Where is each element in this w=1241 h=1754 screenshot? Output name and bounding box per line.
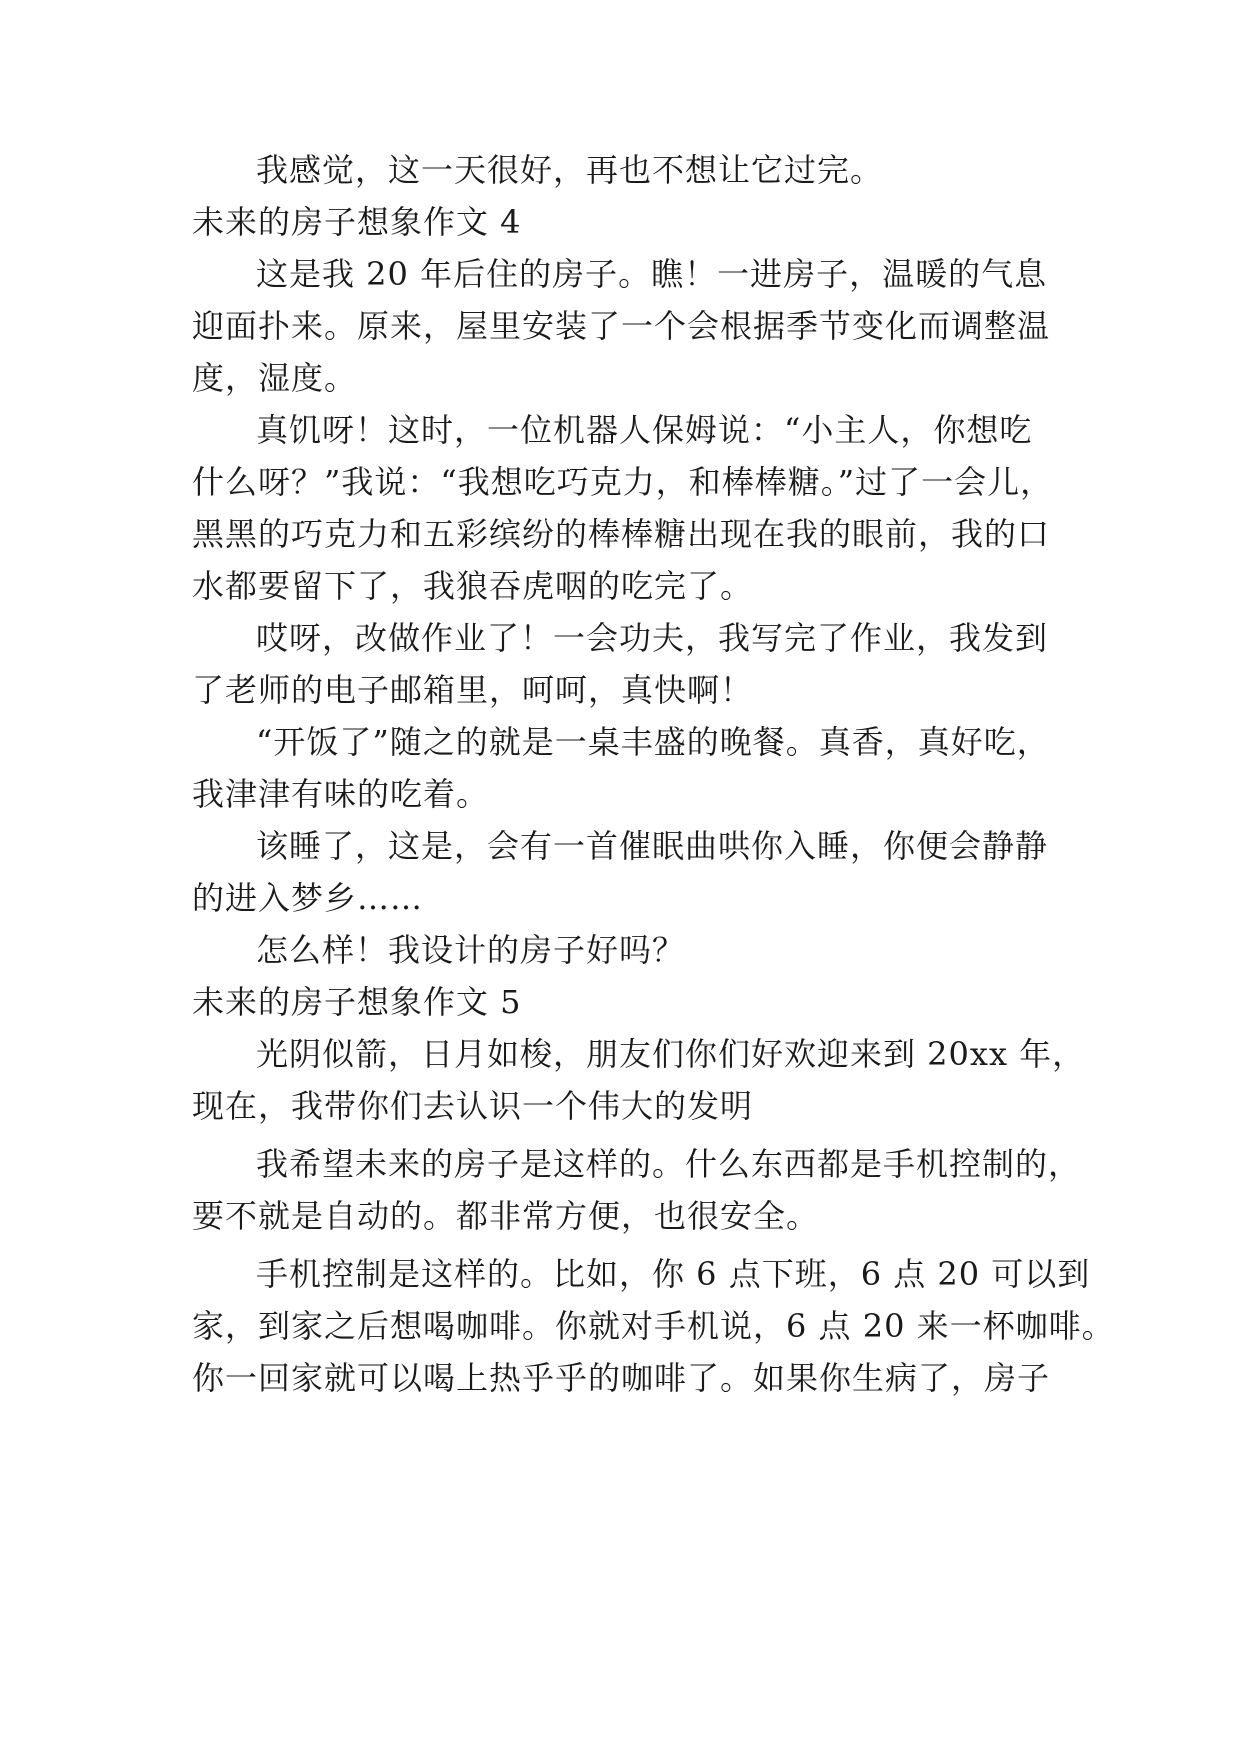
section-heading: 未来的房子想象作文 4	[192, 203, 522, 241]
paragraph-line: 你一回家就可以喝上热乎乎的咖啡了。如果你生病了，房子	[192, 1359, 1051, 1397]
paragraph-line: 的进入梦乡……	[192, 879, 424, 917]
paragraph-line: 怎么样！我设计的房子好吗？	[256, 931, 686, 969]
paragraph-line: 我希望未来的房子是这样的。什么东西都是手机控制的，	[256, 1145, 1082, 1183]
paragraph-line: 手机控制是这样的。比如，你 6 点下班，6 点 20 可以到	[256, 1255, 1091, 1293]
paragraph-line: 我津津有味的吃着。	[192, 775, 490, 813]
section-heading: 未来的房子想象作文 5	[192, 983, 522, 1021]
paragraph-line: 该睡了，这是，会有一首催眠曲哄你入睡，你便会静静	[256, 827, 1049, 865]
paragraph-line: 真饥呀！这时，一位机器人保姆说：“小主人，你想吃	[256, 411, 1033, 449]
paragraph-line: 要不就是自动的。都非常方便，也很安全。	[192, 1197, 820, 1235]
paragraph-line: 现在，我带你们去认识一个伟大的发明	[192, 1087, 754, 1125]
paragraph-line: 什么呀？”我说：“我想吃巧克力，和棒棒糖。”过了一会儿，	[192, 463, 1054, 501]
paragraph-line: 了老师的电子邮箱里，呵呵，真快啊！	[192, 671, 754, 709]
paragraph-line: 家，到家之后想喝咖啡。你就对手机说，6 点 20 来一杯咖啡。	[192, 1307, 1115, 1345]
paragraph-line: 迎面扑来。原来，屋里安装了一个会根据季节变化而调整温	[192, 307, 1051, 345]
paragraph-line: 这是我 20 年后住的房子。瞧！一进房子，温暖的气息	[256, 255, 1048, 293]
paragraph-line: 度，湿度。	[192, 359, 358, 397]
paragraph-line: “开饭了”随之的就是一桌丰盛的晚餐。真香，真好吃，	[256, 723, 1050, 761]
paragraph-line: 黑黑的巧克力和五彩缤纷的棒棒糖出现在我的眼前，我的口	[192, 515, 1051, 553]
paragraph-line: 光阴似箭，日月如梭，朋友们你们好欢迎来到 20xx 年，	[256, 1035, 1086, 1073]
paragraph-line: 哎呀，改做作业了！一会功夫，我写完了作业，我发到	[256, 619, 1049, 657]
paragraph-line: 水都要留下了，我狼吞虎咽的吃完了。	[192, 567, 754, 605]
paragraph-line: 我感觉，这一天很好，再也不想让它过完。	[256, 151, 884, 189]
